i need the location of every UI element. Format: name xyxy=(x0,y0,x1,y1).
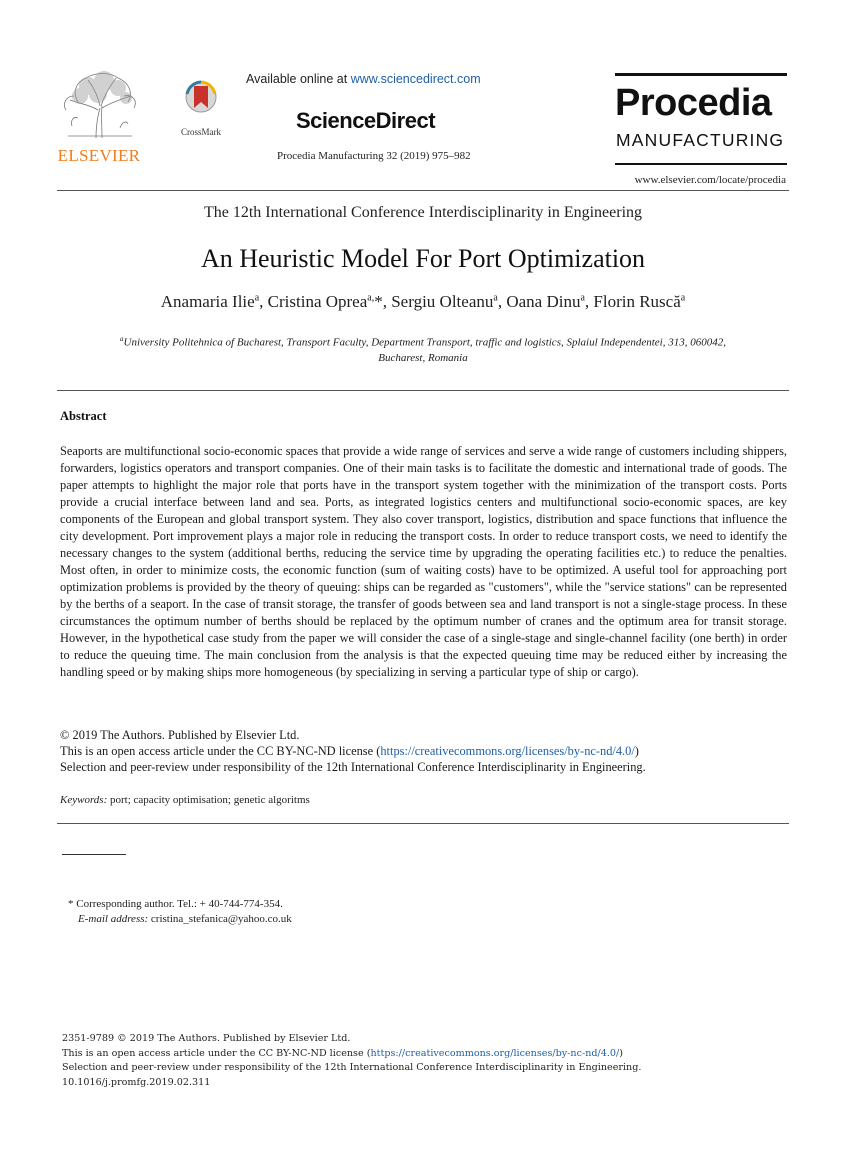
open-access-prefix: This is an open access article under the CC BY-NC-ND license ( xyxy=(60,744,381,758)
affiliation-sup: a xyxy=(120,335,124,343)
crossmark-icon xyxy=(184,80,218,120)
procedia-bottom-bar xyxy=(615,163,787,165)
author-separator: , xyxy=(584,292,594,311)
email-address[interactable]: cristina_stefanica@yahoo.co.uk xyxy=(148,913,292,925)
email-line xyxy=(68,912,292,927)
sciencedirect-link[interactable]: www.sciencedirect.com xyxy=(350,72,481,86)
available-prefix: Available online at xyxy=(246,72,351,86)
legal-open-access-line xyxy=(62,1047,641,1062)
license-link[interactable]: https://creativecommons.org/licenses/by-nc-nd/4.0/ xyxy=(380,744,635,758)
peer-review-line: Selection and peer-review under responsibility of the 12th International Conference Interdisciplinarity in Engineering. xyxy=(60,760,646,774)
journal-homepage-url[interactable]: www.elsevier.com/locate/procedia xyxy=(634,174,786,186)
keywords xyxy=(60,794,310,806)
footnote xyxy=(68,897,292,927)
keywords-label: Keywords: xyxy=(60,794,108,806)
author-affil-sup: a xyxy=(680,292,686,304)
abstract-bottom-divider xyxy=(57,823,789,824)
author-list xyxy=(0,292,846,312)
legal-open-access-suffix: ) xyxy=(619,1047,623,1059)
legal-footer xyxy=(62,1032,641,1090)
crossmark-label: CrossMark xyxy=(181,127,221,137)
author-name: Florin Ruscă xyxy=(593,292,681,311)
author-affil-sup: a xyxy=(493,292,498,304)
journal-citation: Procedia Manufacturing 32 (2019) 975–982 xyxy=(277,150,471,162)
abstract-body: Seaports are multifunctional socio-economic spaces that provide a wide range of services and serve a wide range of customers including shippers, forwarders, logistics operators and transport companies. One of their main tasks is to facilitate the domestic and international trade of goods. The paper attempts to highlight the major role that ports have in the transport system together with the minimization of the transport costs. Ports provide a crucial interface between land and sea. Ports, as integrated logistics centers and multifunctional socio-economic spaces, are key components of the European and global transport system. They also cover transport, logistics, distribution and space functions that influence the city development. Port improvement plays a major role in reducing the transport costs. In order to reduce transport costs, we need to identify the necessary changes to the system (additional berths, reducing the service time by upgrading the operating facilities etc.) to reduce the penalties. Most often, in order to minimize costs, the economic function (sum of waiting costs) have to be optimized. A useful tool for approaching port optimization problems is provided by the theory of queuing: ships can be regarded as "customers", while the "service stations" can be represented by the berths of a seaport. In the case of transit storage, the transfer of goods between sea and land transport is not a single-stage process. In these circumstances the optimum number of berths should be replaced by the optimum number of cranes and the optimum area for transit storage. However, in the hypothetical case study from the paper we will consider the case of a single-stage and single-channel facility (one berth) in order to reduce the queuing time. The main conclusion from the analysis is that the expected queuing time may be reduced either by increasing the handling speed or by making ships more homogeneous (by specializing in serving a particular type of ship or cargo). xyxy=(60,444,787,679)
procedia-top-bar xyxy=(615,73,787,76)
open-access-suffix: ) xyxy=(634,744,639,758)
abstract-top-divider xyxy=(57,390,789,391)
affiliation-line-2: Bucharest, Romania xyxy=(378,351,468,364)
procedia-logo xyxy=(615,73,787,165)
available-online xyxy=(246,72,481,86)
elsevier-tree-logo-icon xyxy=(58,70,140,140)
footnote-rule xyxy=(62,854,126,855)
affiliation-line-1: University Politehnica of Bucharest, Transport Faculty, Department Transport, traffic and logistics, Splaiul Independentei, 313, 060042, xyxy=(123,336,726,349)
keywords-text: port; capacity optimisation; genetic algoritms xyxy=(107,794,310,806)
abstract-heading: Abstract xyxy=(60,409,107,423)
legal-open-access-prefix: This is an open access article under the CC BY-NC-ND license ( xyxy=(62,1047,371,1059)
license-block xyxy=(60,727,787,775)
paper-title: An Heuristic Model For Port Optimization xyxy=(200,244,646,273)
procedia-subtitle: MANUFACTURING xyxy=(616,130,785,150)
corresponding-mark: * xyxy=(374,292,383,311)
author-separator: , xyxy=(497,292,507,311)
conference-name: The 12th International Conference Interdisciplinarity in Engineering xyxy=(203,204,643,221)
author-name: Sergiu Olteanu xyxy=(391,292,494,311)
email-label: E-mail address: xyxy=(78,913,149,925)
author-name: Oana Dinu xyxy=(506,292,581,311)
author-separator: , xyxy=(259,292,268,311)
crossmark-badge[interactable] xyxy=(176,80,226,140)
issn-line: 2351-9789 © 2019 The Authors. Published by Elsevier Ltd. xyxy=(62,1033,351,1044)
author-affil-sup: a xyxy=(254,292,260,304)
corresponding-author: * Corresponding author. Tel.: + 40-744-774-354. xyxy=(68,898,283,910)
copyright-line: © 2019 The Authors. Published by Elsevier Ltd. xyxy=(60,728,300,742)
author-affil-sup: a, xyxy=(367,292,375,304)
open-access-line xyxy=(60,743,787,759)
legal-license-link[interactable]: https://creativecommons.org/licenses/by-nc-nd/4.0/ xyxy=(370,1047,620,1059)
affiliation xyxy=(70,332,776,366)
elsevier-wordmark: ELSEVIER xyxy=(57,146,141,165)
header-divider xyxy=(57,190,789,191)
doi[interactable]: 10.1016/j.promfg.2019.02.311 xyxy=(62,1076,211,1088)
procedia-word: Procedia xyxy=(615,82,772,124)
legal-peer-review-line: Selection and peer-review under responsibility of the 12th International Conference Interdisciplinarity in Engineering. xyxy=(62,1062,642,1073)
author-separator: , xyxy=(382,292,392,311)
author-affil-sup: a xyxy=(580,292,585,304)
author-name: Anamaria Ilie xyxy=(160,292,255,311)
author-name: Cristina Oprea xyxy=(267,292,368,311)
sciencedirect-logo: ScienceDirect xyxy=(296,108,436,133)
